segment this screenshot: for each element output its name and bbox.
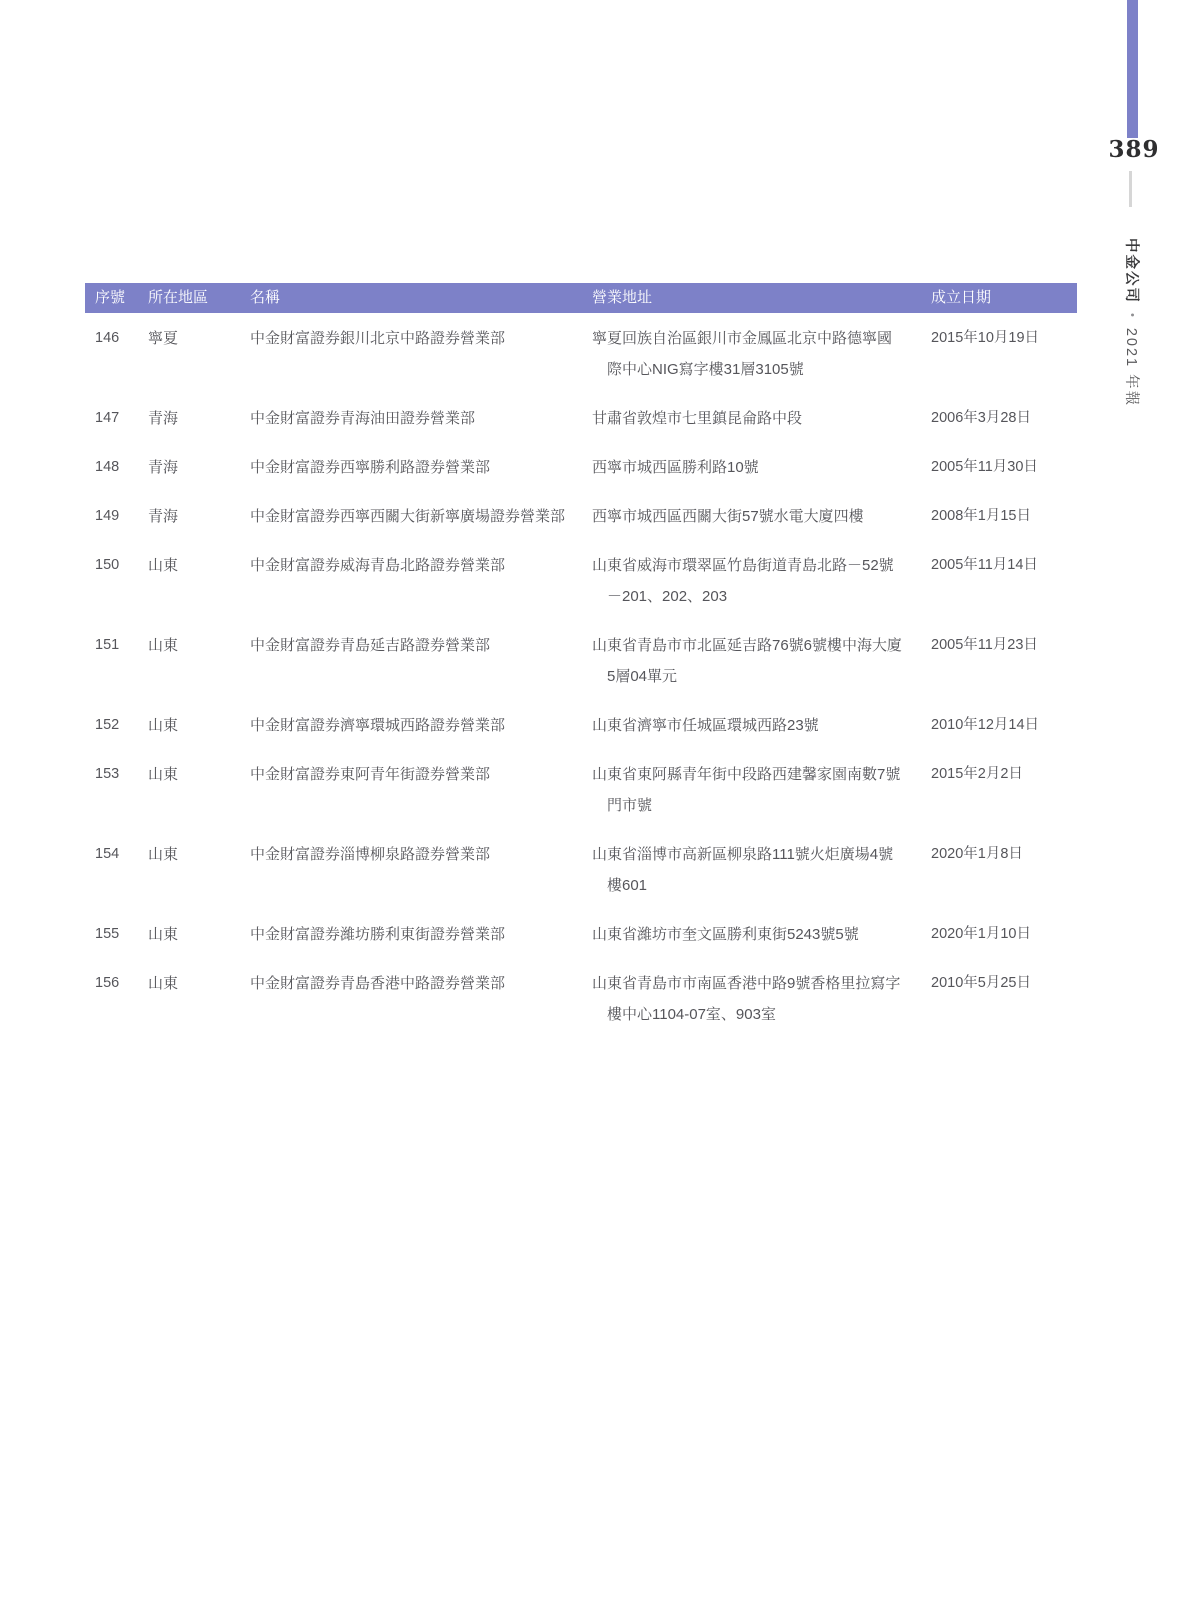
- table-row: [85, 550, 1077, 612]
- header-address: 營業地址: [592, 289, 653, 306]
- table-row: [85, 452, 1077, 483]
- table-row: [85, 919, 1077, 950]
- table-row: [85, 630, 1077, 692]
- cell-address: 西寧市城西區西關大街57號水電大廈四樓: [592, 508, 864, 525]
- cell-seq: 147: [95, 410, 120, 426]
- cell-date: 2006年3月28日: [931, 410, 1031, 426]
- cell-region: 山東: [148, 557, 179, 574]
- cell-address: 山東省濰坊市奎文區勝利東街5243號5號: [592, 926, 859, 943]
- cell-date: 2008年1月15日: [931, 508, 1031, 524]
- cell-seq: 156: [95, 975, 120, 991]
- cell-name: 中金財富證券淄博柳泉路證券營業部: [250, 846, 491, 863]
- cell-date: 2015年2月2日: [931, 766, 1023, 782]
- cell-address: 山東省淄博市高新區柳泉路111號火炬廣場4號樓601: [592, 846, 894, 894]
- cell-seq: 155: [95, 926, 120, 942]
- table-row: [85, 403, 1077, 434]
- cell-region: 山東: [148, 975, 179, 992]
- cell-address: 山東省東阿縣青年街中段路西建馨家園南數7號門市號: [592, 766, 901, 814]
- cell-date: 2010年5月25日: [931, 975, 1031, 991]
- cell-address: 西寧市城西區勝利路10號: [592, 459, 759, 476]
- cell-name: 中金財富證券威海青島北路證券營業部: [250, 557, 506, 574]
- branch-table: [85, 283, 1077, 1048]
- cell-date: 2005年11月14日: [931, 557, 1038, 573]
- table-row: [85, 501, 1077, 532]
- cell-name: 中金財富證券銀川北京中路證券營業部: [250, 330, 506, 347]
- cell-region: 山東: [148, 717, 179, 734]
- cell-address: 山東省威海市環翠區竹島街道青島北路－52號－201、202、203: [592, 557, 894, 605]
- cell-date: 2020年1月10日: [931, 926, 1031, 942]
- header-region: 所在地區: [148, 289, 209, 306]
- spine-bullet-icon: •: [1126, 313, 1138, 319]
- table-header-row: [85, 283, 1077, 313]
- cell-address: 寧夏回族自治區銀川市金鳳區北京中路德寧國際中心NIG寫字樓31層3105號: [592, 330, 893, 378]
- cell-region: 寧夏: [148, 330, 179, 347]
- cell-seq: 152: [95, 717, 120, 733]
- cell-seq: 149: [95, 508, 120, 524]
- cell-seq: 153: [95, 766, 120, 782]
- table-row: [85, 839, 1077, 901]
- table-row: [85, 759, 1077, 821]
- header-date: 成立日期: [931, 289, 992, 306]
- cell-region: 山東: [148, 637, 179, 654]
- cell-address: 山東省青島市市南區香港中路9號香格里拉寫字樓中心1104-07室、903室: [592, 975, 901, 1023]
- cell-name: 中金財富證券東阿青年街證券營業部: [250, 766, 491, 783]
- cell-date: 2020年1月8日: [931, 846, 1023, 862]
- cell-date: 2005年11月23日: [931, 637, 1038, 653]
- cell-address: 山東省濟寧市任城區環城西路23號: [592, 717, 819, 734]
- cell-region: 青海: [148, 459, 179, 476]
- table-body: [85, 323, 1077, 1030]
- cell-name: 中金財富證券濟寧環城西路證券營業部: [250, 717, 506, 734]
- cell-region: 山東: [148, 846, 179, 863]
- table-row: [85, 968, 1077, 1030]
- table-row: [85, 323, 1077, 385]
- header-seq: 序號: [95, 289, 126, 306]
- report-year: 2021 年報: [1123, 327, 1139, 408]
- cell-name: 中金財富證券西寧西關大街新寧廣場證券營業部: [250, 508, 566, 525]
- page-number-divider: [1129, 171, 1132, 207]
- cell-date: 2005年11月30日: [931, 459, 1038, 475]
- cell-region: 山東: [148, 926, 179, 943]
- cell-seq: 151: [95, 637, 120, 653]
- cell-date: 2010年12月14日: [931, 717, 1040, 733]
- cell-name: 中金財富證券青島延吉路證券營業部: [250, 637, 491, 654]
- cell-region: 山東: [148, 766, 179, 783]
- cell-seq: 150: [95, 557, 120, 573]
- cell-seq: 146: [95, 330, 120, 346]
- accent-bar: [1127, 0, 1138, 138]
- cell-seq: 154: [95, 846, 120, 862]
- cell-seq: 148: [95, 459, 120, 475]
- cell-region: 青海: [148, 410, 179, 427]
- cell-address: 山東省青島市市北區延吉路76號6號樓中海大廈5層04單元: [592, 637, 903, 685]
- cell-name: 中金財富證券西寧勝利路證券營業部: [250, 459, 491, 476]
- cell-name: 中金財富證券青島香港中路證券營業部: [250, 975, 506, 992]
- cell-date: 2015年10月19日: [931, 330, 1040, 346]
- header-name: 名稱: [250, 289, 281, 306]
- table-row: [85, 710, 1077, 741]
- cell-address: 甘肅省敦煌市七里鎮昆侖路中段: [592, 410, 803, 427]
- page-number: 389: [1108, 136, 1160, 163]
- spine-text: [1122, 238, 1143, 407]
- company-name: 中金公司: [1123, 238, 1139, 304]
- cell-name: 中金財富證券青海油田證券營業部: [250, 410, 476, 427]
- cell-region: 青海: [148, 508, 179, 525]
- cell-name: 中金財富證券濰坊勝利東街證券營業部: [250, 926, 506, 943]
